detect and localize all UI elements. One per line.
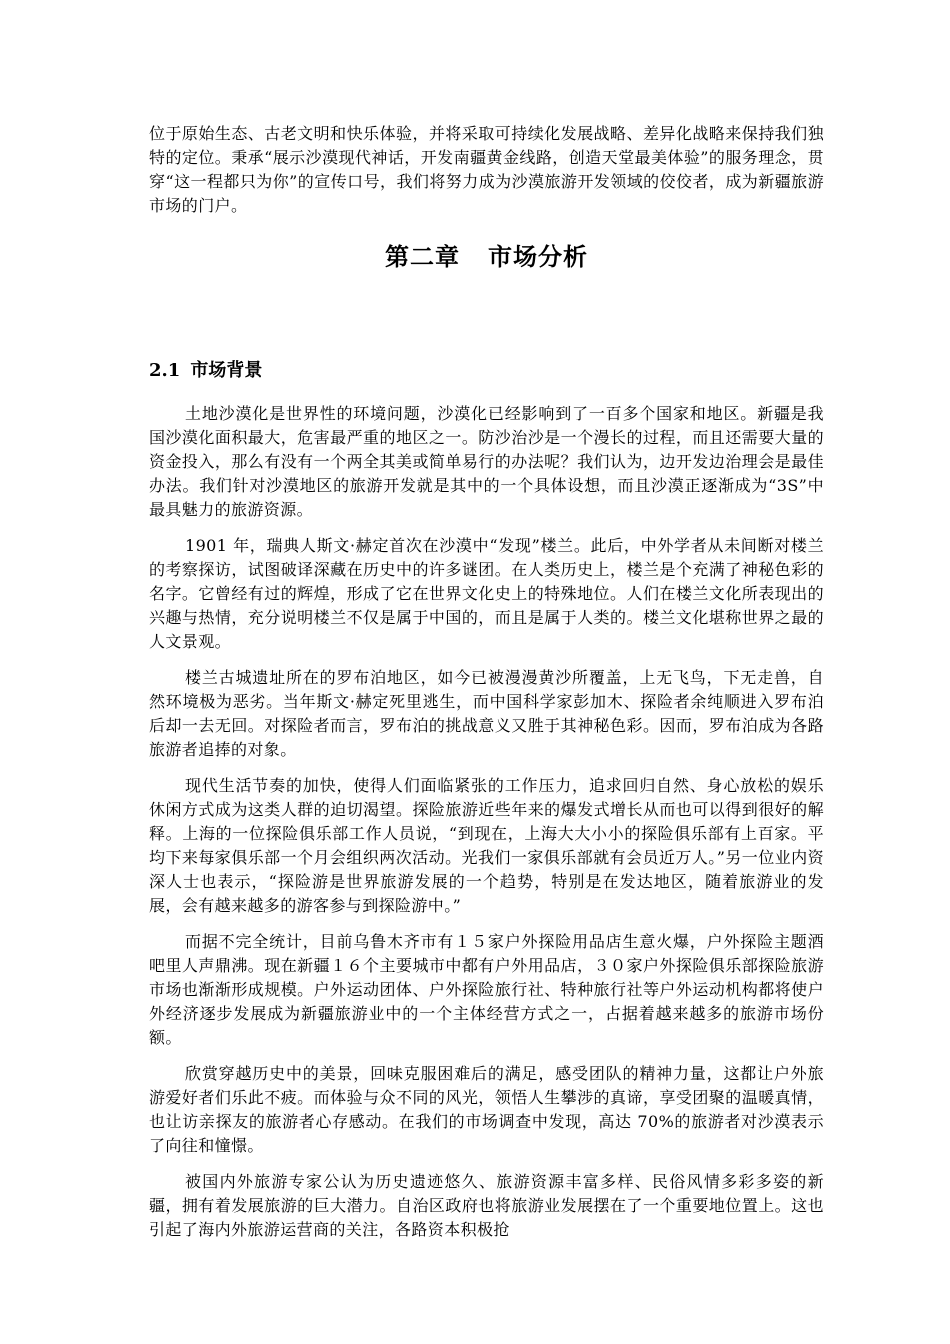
body-paragraph-6: 欣赏穿越历史中的美景，回味克服困难后的满足，感受团队的精神力量，这都让户外旅游爱好者们乐此不疲。而体验与众不同的风光，领悟人生攀涉的真谛，享受团聚的温暖真情，也让访亲探友的旅游者心存感动。在我们的市场调查中发现，高达 70%的旅游者对沙漠表示了向往和憧憬。 (149, 1064, 824, 1155)
body-paragraph-2: 1901 年，瑞典人斯文·赫定首次在沙漠中“发现”楼兰。此后，中外学者从未间断对楼兰的考察探访，试图破译深藏在历史中的许多谜团。在人类历史上，楼兰是个充满了神秘色彩的名字。它曾经有过的辉煌，形成了它在世界文化史上的特殊地位。人们在楼兰文化所表现出的兴趣与热情，充分说明楼兰不仅是属于中国的，而且是属于人类的。楼兰文化堪称世界之最的人文景观。 (149, 536, 824, 651)
section-number: 2.1 (149, 360, 181, 381)
body-paragraph-3: 楼兰古城遗址所在的罗布泊地区，如今已被漫漫黄沙所覆盖，上无飞鸟，下无走兽，自然环境极为恶劣。当年斯文·赫定死里逃生，而中国科学家彭加木、探险者余纯顺进入罗布泊后却一去无回。对探险者而言，罗布泊的挑战意义又胜于其神秘色彩。因而，罗布泊成为各路旅游者追捧的对象。 (149, 668, 824, 759)
chapter-label: 第二章 (385, 242, 460, 271)
body-paragraph-7: 被国内外旅游专家公认为历史遗迹悠久、旅游资源丰富多样、民俗风情多彩多姿的新疆，拥有着发展旅游的巨大潜力。自治区政府也将旅游业发展摆在了一个重要地位置上。这也引起了海内外旅游运营商的关注，各路资本积极抢 (149, 1172, 824, 1239)
section-title: 市场背景 (190, 360, 263, 381)
document-page (149, 122, 824, 1242)
chapter-title: 市场分析 (488, 242, 588, 271)
body-paragraph-1: 土地沙漠化是世界性的环境问题，沙漠化已经影响到了一百多个国家和地区。新疆是我国沙漠化面积最大，危害最严重的地区之一。防沙治沙是一个漫长的过程，而且还需要大量的资金投入，那么有没有一个两全其美或简单易行的办法呢？我们认为，边开发边治理会是最佳办法。我们针对沙漠地区的旅游开发就是其中的一个具体设想，而且沙漠正逐渐成为“3S”中最具魅力的旅游资源。 (149, 404, 824, 519)
body-paragraph-4: 现代生活节奏的加快，使得人们面临紧张的工作压力，追求回归自然、身心放松的娱乐休闲方式成为这类人群的迫切渴望。探险旅游近些年来的爆发式增长从而也可以得到很好的解释。上海的一位探险俱乐部工作人员说，“到现在，上海大大小小的探险俱乐部有上百家。平均下来每家俱乐部一个月会组织两次活动。光我们一家俱乐部就有会员近万人。”另一位业内资深人士也表示，“探险游是世界旅游发展的一个趋势，特别是在发达地区，随着旅游业的发展，会有越来越多的游客参与到探险游中。” (149, 776, 824, 915)
intro-paragraph: 位于原始生态、古老文明和快乐体验，并将采取可持续化发展战略、差异化战略来保持我们独特的定位。秉承“展示沙漠现代神话，开发南疆黄金线路，创造天堂最美体验”的服务理念，贯穿“这一程都只为你”的宣传口号，我们将努力成为沙漠旅游开发领域的佼佼者，成为新疆旅游市场的门户。 (149, 124, 824, 215)
chapter-heading (149, 240, 824, 274)
body-paragraph-5: 而据不完全统计，目前乌鲁木齐市有１５家户外探险用品店生意火爆，户外探险主题酒吧里人声鼎沸。现在新疆１６个主要城市中都有户外用品店，３０家户外探险俱乐部探险旅游市场也渐渐形成规模。户外运动团体、户外探险旅行社、特种旅行社等户外运动机构都将使户外经济逐步发展成为新疆旅游业中的一个主体经营方式之一，占据着越来越多的旅游市场份额。 (149, 932, 824, 1047)
section-heading (149, 358, 824, 384)
